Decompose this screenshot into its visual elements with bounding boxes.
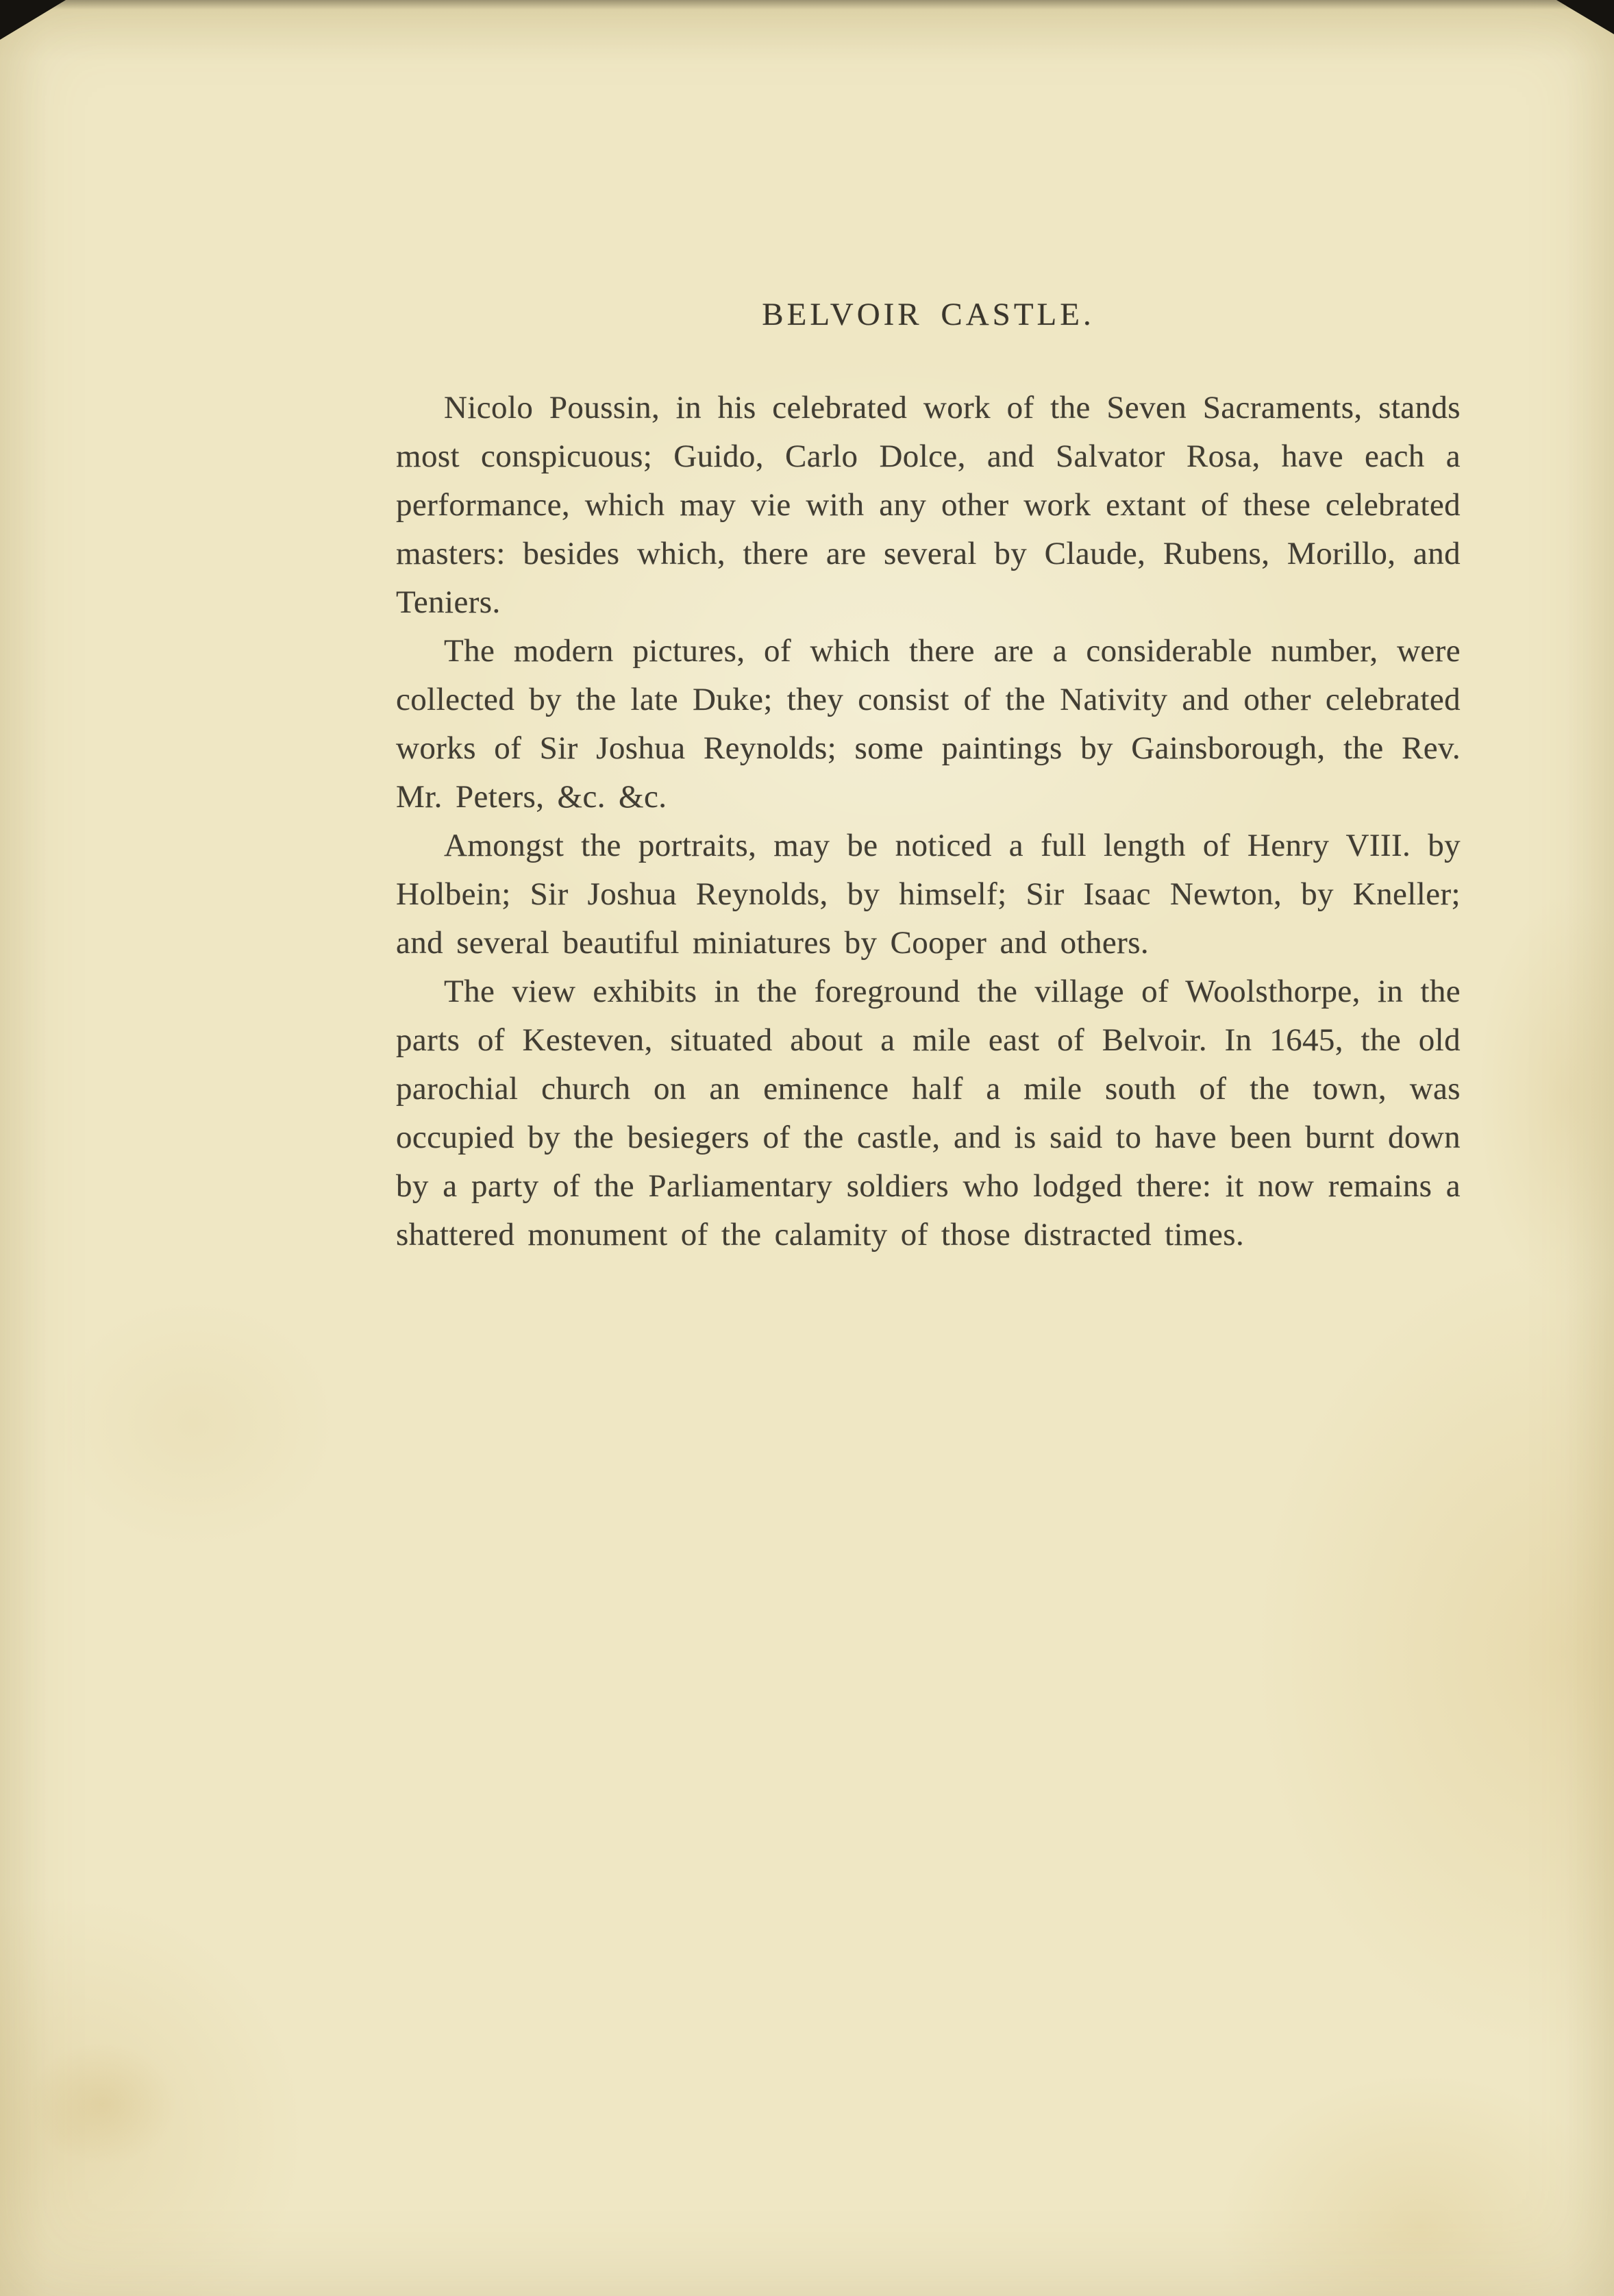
paper-stain [1477,891,1614,1302]
paragraph-4: The view exhibits in the foreground the village of Woolsthorpe, in the parts of Kesteven, situated about a mile east of Belvoir. In 1645, the old parochial church on an eminence half a mile south of the town, was occupied by the besiegers of the castle, and is said to have been burnt down by a party of the Parliamentary soldiers who lodged there: it now remains a shattered monument of the calamity of those distracted times. [396,974,1461,1252]
paper-stain [27,2042,178,2165]
paragraph-2: The modern pictures, of which there are a considerable number, were collected by the late Duke; they consist of the Nativity and other celebrated works of Sir Joshua Reynolds; some paintings by Gainsborough, the Rev. Mr. Peters, &c. &c. [396,633,1461,815]
text-block [396,296,1461,1259]
page-title: BELVOIR CASTLE. [762,297,1095,332]
scan-edge-shadow [0,0,1614,10]
paragraph-1: Nicolo Poussin, in his celebrated work of the Seven Sacraments, stands most conspicuous; Guido, Carlo Dolce, and Salvator Rosa, have each a performance, which may vie with any other work extant of these celebrated masters: besides which, there are several by Claude, Rubens, Morillo, and Teniers. [396,390,1461,620]
scan-artifact-corner-top-right [1556,0,1614,34]
scan-artifact-corner-top-left [0,0,66,40]
paragraph-3: Amongst the portraits, may be noticed a full length of Henry VIII. by Holbein; Sir Joshua Reynolds, by himself; Sir Isaac Newton, by Kneller; and several beautiful miniatures by Cooper and others. [396,828,1461,961]
